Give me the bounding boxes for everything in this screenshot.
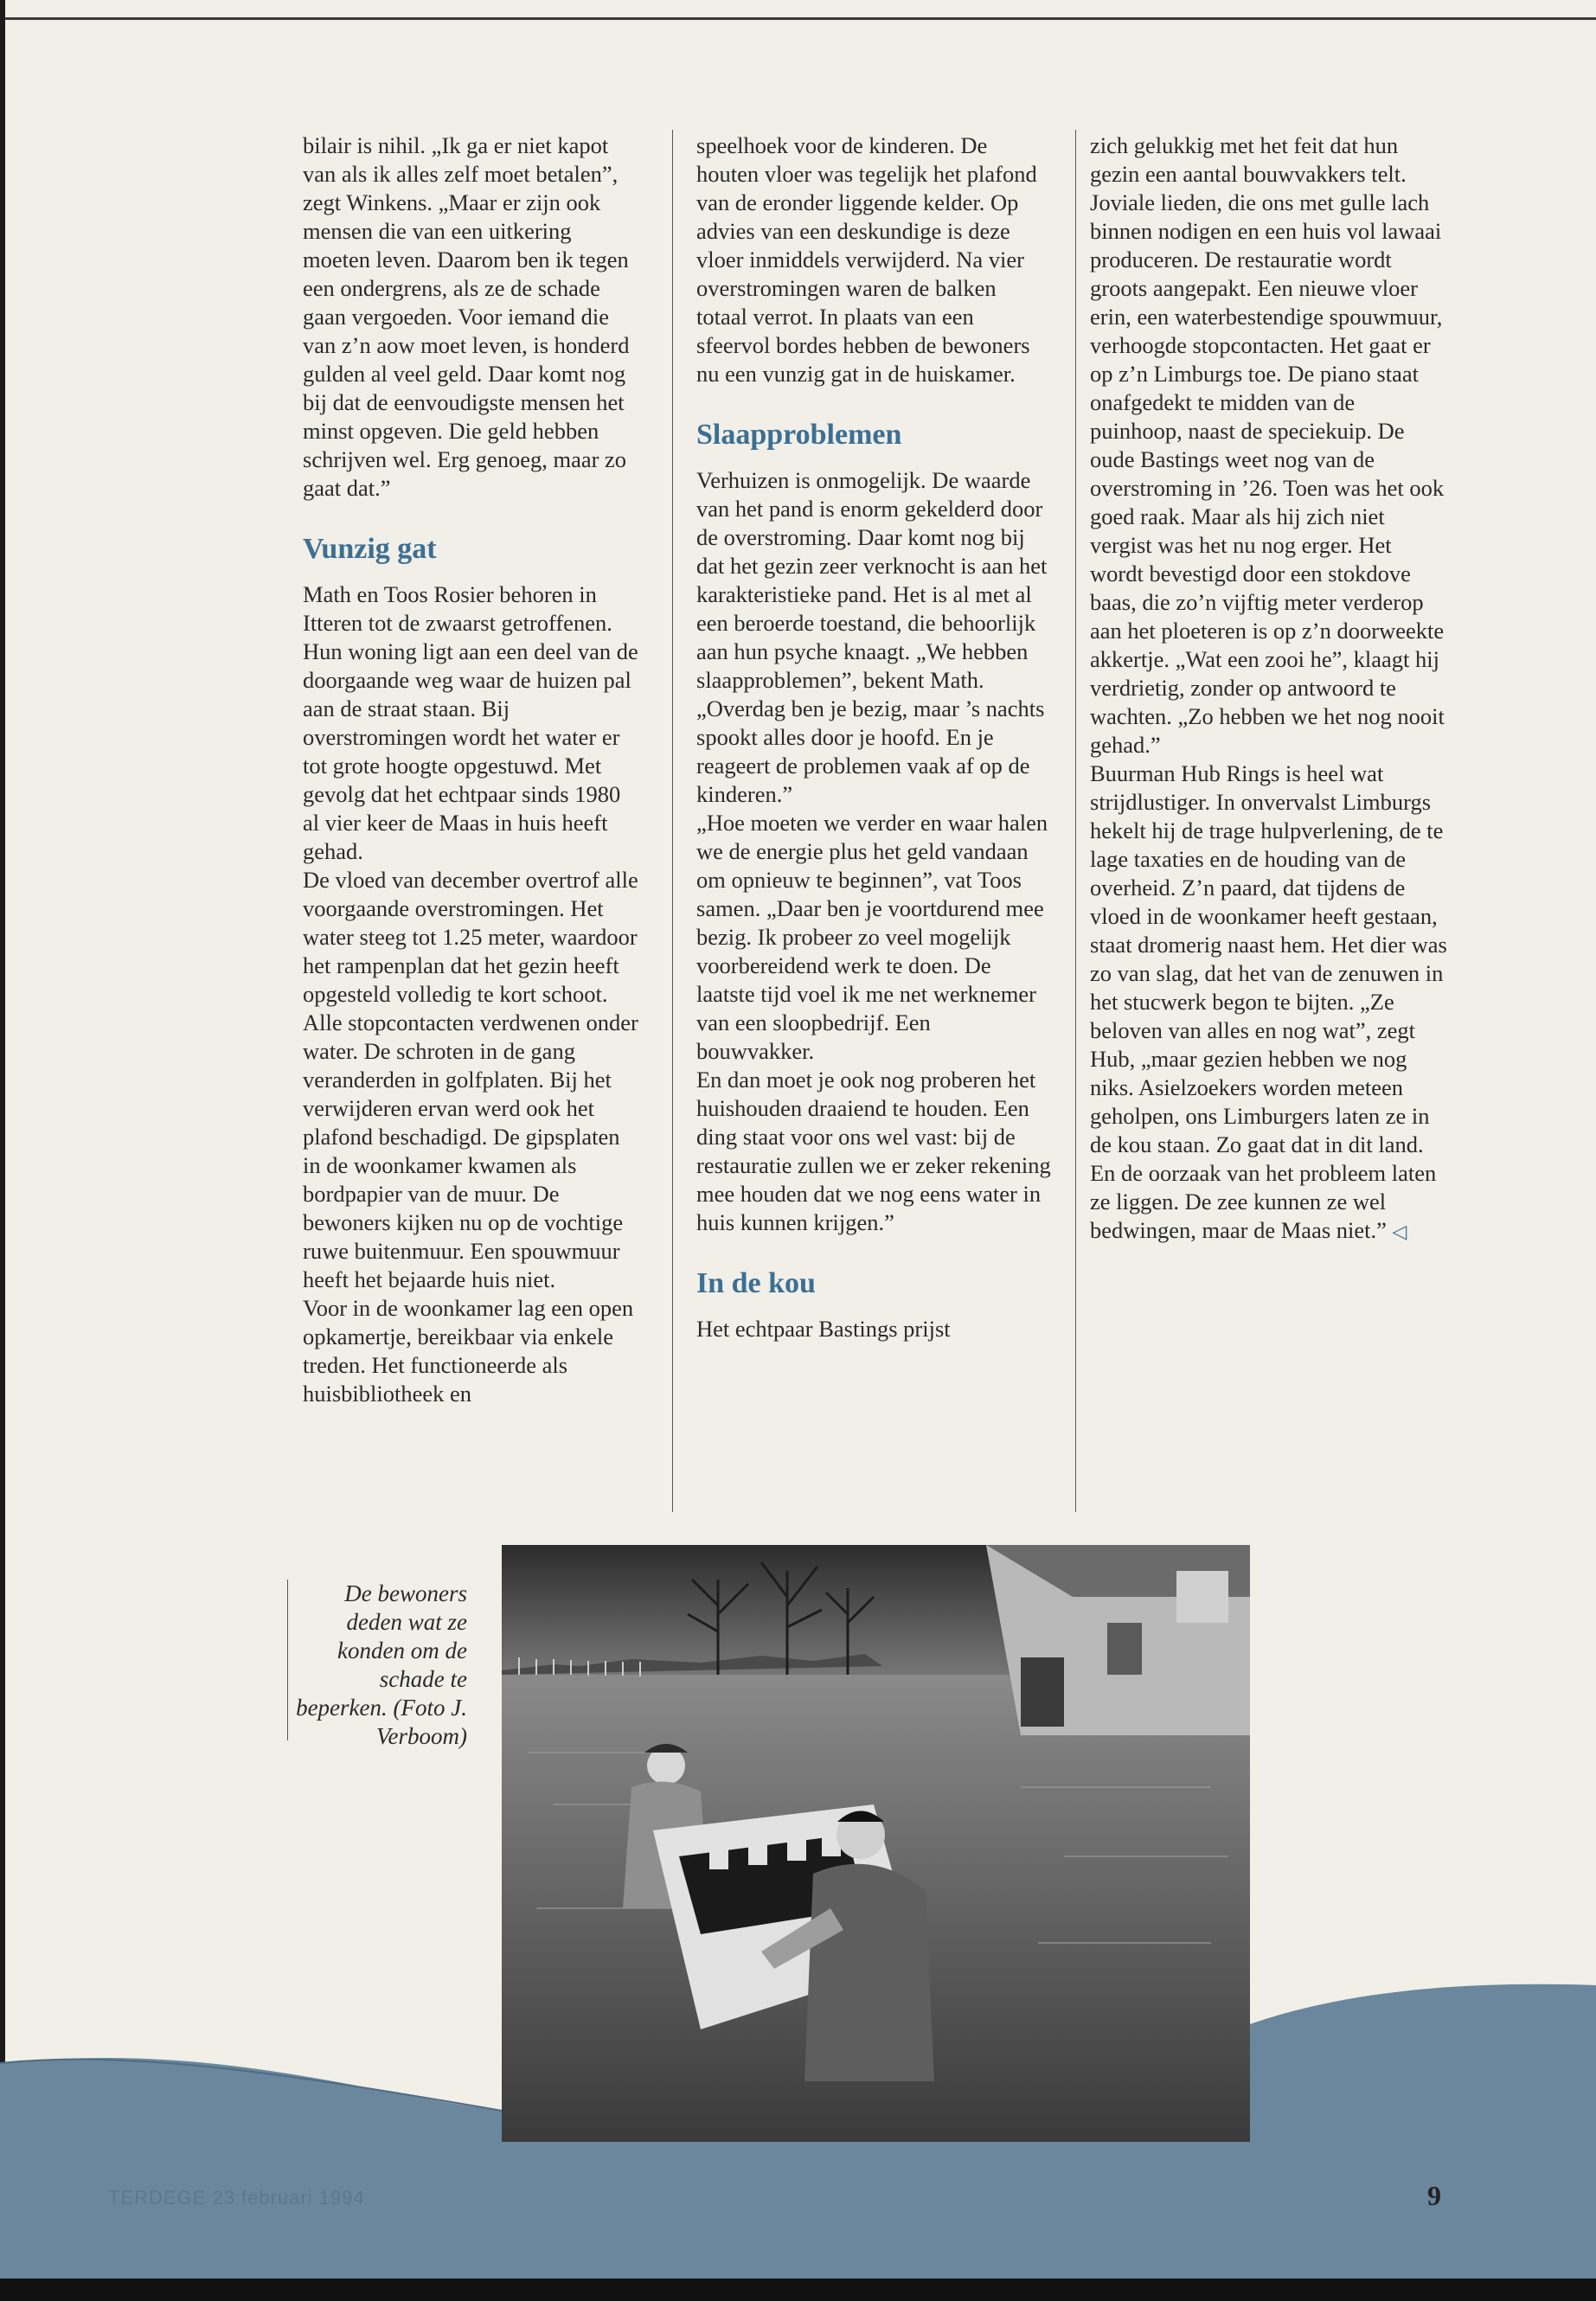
- end-of-article-icon: ◁: [1392, 1221, 1407, 1242]
- paragraph: Voor in de woonkamer lag een open opkamertje, bereikbaar via enkele treden. Het functioneerde als huisbibliotheek en: [303, 1295, 634, 1407]
- photo-caption: De bewoners deden wat ze konden om de schade te beperken. (Foto J. Verboom): [296, 1580, 467, 1749]
- paragraph: „Hoe moeten we verder en waar halen we de energie plus het geld vandaan om opnieuw te beginnen”, vat Toos samen. „Daar ben je voortdurend mee bezig. Ik probeer zo veel mogelijk voorbereidend werk te doen. De laatste tijd voel ik me net werknemer van een sloopbedrijf. Een bouwvakker.: [696, 810, 1048, 1064]
- paragraph: Verhuizen is onmogelijk. De waarde van het pand is enorm gekelderd door de overstroming. Daar komt nog bij dat het gezin zeer verknocht is aan het karakteristieke pand. Het is al met al een beroerde toestand, die behoorlijk aan hun psyche knaagt. „We hebben slaapproblemen”, bekent Math. „Overdag ben je bezig, maar ’s nachts spookt alles door je hoofd. En je reageert de problemen vaak af op de kinderen.”: [696, 467, 1048, 807]
- paragraph: zich gelukkig met het feit dat hun gezin een aantal bouwvakkers telt. Joviale lieden, die ons met gulle lach binnen nodigen en een huis vol lawaai produceren. De restauratie wordt groots aangepakt. Een nieuwe vloer erin, een waterbestendige spouwmuur, verhoogde stopcontacten. Het gaat er op z’n Limburgs toe. De piano staat onafgedekt te midden van de puinhoop, naast de speciekuip. De oude Bastings weet nog van de overstroming in ’26. Toen was het ook goed raak. Maar als hij zich niet vergist was het nu nog erger. Het wordt bevestigd door een stokdove baas, die zo’n vijftig meter verderop aan het ploeteren is op z’n doorweekte akkertje. „Wat een zooi he”, klaagt hij verdrietig, zonder op antwoord te wachten. „Zo hebben we het nog nooit gehad.”: [1090, 132, 1445, 758]
- paragraph: En dan moet je ook nog proberen het huishouden draaiend te houden. Een ding staat voor ons wel vast: bij de restauratie zullen we er zeker rekening mee houden dat we nog eens water in huis kunnen krijgen.”: [696, 1067, 1051, 1235]
- paragraph: Het echtpaar Bastings prijst: [696, 1316, 951, 1342]
- subheading-vunzig-gat: Vunzig gat: [303, 533, 437, 565]
- subheading-slaapproblemen: Slaapproblemen: [696, 419, 902, 451]
- scan-bottom-edge: [0, 2279, 1596, 2301]
- publication-footer: TERDEGE 23 februari 1994: [108, 2187, 365, 2208]
- paragraph: De vloed van december overtrof alle voorgaande overstromingen. Het water steeg tot 1.25 meter, waardoor het rampenplan dat het gezin heeft opgesteld volledig te kort schoot. Alle stopcontacten verdwenen onder water. De schroten in de gang veranderden in golfplaten. Bij het verwijderen ervan werd ook het plafond beschadigd. De gipsplaten in de woonkamer kwamen als bordpapier van de muur. De bewoners kijken nu op de vochtige ruwe buitenmuur. Een spouwmuur heeft het bejaarde huis niet.: [303, 867, 638, 1292]
- paragraph-text: Buurman Hub Rings is heel wat strijdlustiger. In onvervalst Limburgs hekelt hij de trage hulpverlening, de te lage taxaties en de houding van de overheid. Z’n paard, dat tijdens de vloed in de woonkamer heeft gestaan, staat dromerig naast hem. Het dier was zo van slag, dat het van de zenuwen in het stucwerk begon te bijten. „Ze beloven van alles en nog wat”, zegt Hub, „maar gezien hebben we nog niks. Asielzoekers worden meteen geholpen, ons Limburgers laten ze in de kou staan. Zo gaat dat in dit land. En de oorzaak van het probleem laten ze liggen. De zee kunnen ze wel bedwingen, maar de Maas niet.”: [1090, 760, 1447, 1243]
- subheading-in-de-kou: In de kou: [696, 1267, 816, 1299]
- paragraph: Math en Toos Rosier behoren in Itteren tot de zwaarst getroffenen. Hun woning ligt aan een deel van de doorgaande weg waar de huizen pal aan de straat staan. Bij overstromingen wordt het water er tot grote hoogte opgestuwd. Met gevolg dat het echtpaar sinds 1980 al vier keer de Maas in huis heeft gehad.: [303, 581, 638, 864]
- page-number: 9: [1427, 2180, 1441, 2211]
- paragraph: speelhoek voor de kinderen. De houten vloer was tegelijk het plafond van de eronder liggende kelder. Op advies van een deskundige is deze vloer inmiddels verwijderd. Na vier overstromingen waren de balken totaal verrot. In plaats van een sfeervol bordes hebben de bewoners nu een vunzig gat in de huiskamer.: [696, 132, 1037, 387]
- paragraph: bilair is nihil. „Ik ga er niet kapot van als ik alles zelf moet betalen”, zegt Winkens. „Maar er zijn ook mensen die van een uitkering moeten leven. Daarom ben ik tegen een ondergrens, als ze de schade gaan vergoeden. Voor iemand die van z’n aow moet leven, is honderd gulden al veel geld. Daar komt nog bij dat de eenvoudigste mensen het minst opgeven. Die geld hebben schrijven wel. Erg genoeg, maar zo gaat dat.”: [303, 132, 630, 501]
